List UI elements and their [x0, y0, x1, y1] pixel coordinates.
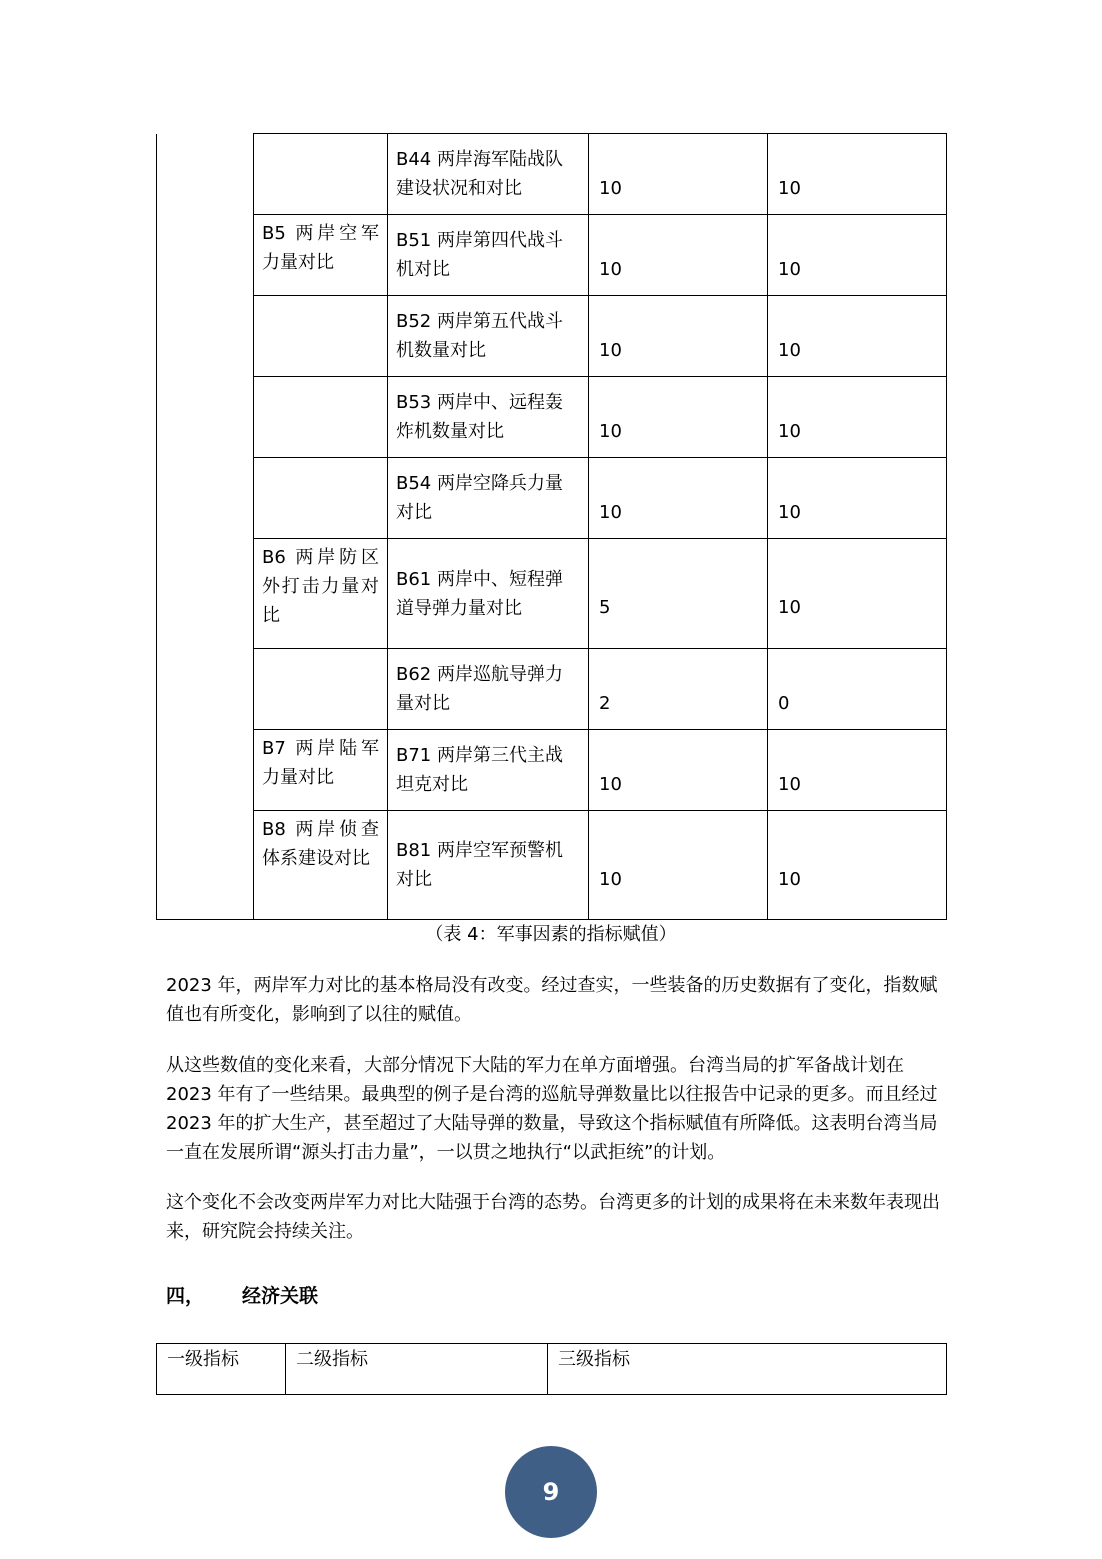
paragraph: 从这些数值的变化来看，大部分情况下大陆的军力在单方面增强。台湾当局的扩军备战计划在 2023 年有了一些结果。最典型的例子是台湾的巡航导弹数量比以往报告中记录的更多。而且经过 2023 年的扩大生产，甚至超过了大陆导弹的数量，导致这个指标赋值有所降低。这表明台湾当局一直在发展所谓“源头打击力量”，一以贯之地执行“以武拒统”的计划。	[166, 1055, 938, 1163]
level2-cell: B6 两岸防区外打击力量对比	[254, 539, 388, 649]
page-number-badge: 9	[505, 1446, 597, 1538]
level1-cell	[157, 458, 254, 539]
value-cell: 10	[768, 296, 947, 377]
value-cell: 10	[768, 134, 947, 215]
section-number: 四，	[166, 1285, 205, 1307]
level2-cell: B8 两岸侦查体系建设对比	[254, 811, 388, 920]
level1-cell	[157, 296, 254, 377]
value-cell: 10	[589, 296, 768, 377]
level2-cell	[254, 649, 388, 730]
table-row	[157, 458, 947, 539]
value-cell: 10	[768, 458, 947, 539]
value-cell: 0	[768, 649, 947, 730]
value-cell: 10	[768, 730, 947, 811]
header-level3: 三级指标	[548, 1344, 947, 1395]
level3-cell: B53 两岸中、远程轰炸机数量对比	[388, 377, 589, 458]
table-row	[157, 377, 947, 458]
level1-cell	[157, 649, 254, 730]
section-heading	[166, 1282, 318, 1310]
level3-cell: B61 两岸中、短程弹道导弹力量对比	[388, 539, 589, 649]
table-row	[157, 215, 947, 296]
level3-cell: B81 两岸空军预警机对比	[388, 811, 589, 920]
value-cell: 10	[768, 811, 947, 920]
level1-cell	[157, 377, 254, 458]
table-row	[157, 134, 947, 215]
value-cell: 10	[768, 377, 947, 458]
military-indicator-table	[156, 133, 947, 920]
level2-cell	[254, 377, 388, 458]
level2-cell	[254, 296, 388, 377]
level1-cell	[157, 811, 254, 920]
value-cell: 5	[589, 539, 768, 649]
value-cell: 10	[589, 811, 768, 920]
level2-cell	[254, 458, 388, 539]
level1-cell	[157, 134, 254, 215]
value-cell: 10	[768, 215, 947, 296]
paragraph: 2023 年，两岸军力对比的基本格局没有改变。经过查实，一些装备的历史数据有了变化，指数赋值也有所变化，影响到了以往的赋值。	[166, 975, 938, 1025]
value-cell: 10	[589, 377, 768, 458]
value-cell: 10	[589, 215, 768, 296]
value-cell: 10	[589, 458, 768, 539]
table-row	[157, 539, 947, 649]
value-cell: 10	[768, 539, 947, 649]
value-cell: 10	[589, 134, 768, 215]
table-caption: （表 4：军事因素的指标赋值）	[425, 924, 677, 945]
level1-cell	[157, 730, 254, 811]
level3-cell: B71 两岸第三代主战坦克对比	[388, 730, 589, 811]
value-cell: 10	[589, 730, 768, 811]
value-cell: 2	[589, 649, 768, 730]
level3-cell: B51 两岸第四代战斗机对比	[388, 215, 589, 296]
section-title: 经济关联	[242, 1285, 319, 1307]
level3-cell: B62 两岸巡航导弹力量对比	[388, 649, 589, 730]
level1-cell	[157, 215, 254, 296]
table-row	[157, 649, 947, 730]
table-header-row	[157, 1344, 947, 1395]
level3-cell: B44 两岸海军陆战队建设状况和对比	[388, 134, 589, 215]
level3-cell: B54 两岸空降兵力量对比	[388, 458, 589, 539]
table-row	[157, 730, 947, 811]
header-level1: 一级指标	[157, 1344, 286, 1395]
table-row	[157, 296, 947, 377]
header-level2: 二级指标	[286, 1344, 548, 1395]
paragraph: 这个变化不会改变两岸军力对比大陆强于台湾的态势。台湾更多的计划的成果将在未来数年表现出来，研究院会持续关注。	[166, 1192, 940, 1242]
economic-indicator-table	[156, 1343, 947, 1395]
level1-cell	[157, 539, 254, 649]
level2-cell	[254, 134, 388, 215]
level2-cell: B7 两岸陆军力量对比	[254, 730, 388, 811]
table-row	[157, 811, 947, 920]
level2-cell: B5 两岸空军力量对比	[254, 215, 388, 296]
level3-cell: B52 两岸第五代战斗机数量对比	[388, 296, 589, 377]
